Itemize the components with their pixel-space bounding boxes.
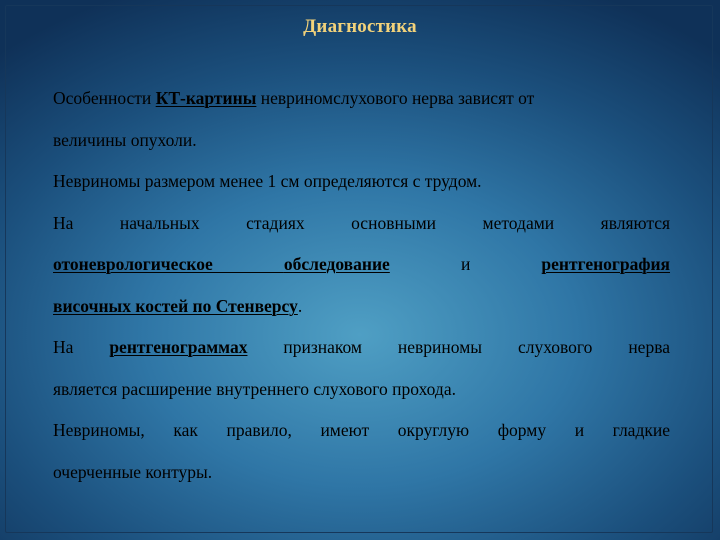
paragraph-3-line-1 [53, 203, 670, 245]
text-run: невриномслухового нерва зависят от [256, 88, 535, 108]
text-run: . [297, 295, 303, 316]
paragraph-1-line-1 [53, 78, 670, 120]
text-run: На [53, 337, 110, 357]
paragraph-3-line-2 [53, 244, 670, 286]
slide-body [53, 78, 670, 493]
term-temporal-bones-stenvers: височных костей по Стенверсу [53, 295, 298, 316]
term-otoneurological: отоневрологическое [53, 254, 284, 274]
word: начальных [119, 212, 200, 233]
paragraph-1-line-2: величины опухоли. [53, 129, 197, 150]
word: методами [482, 212, 555, 233]
word: основными [351, 212, 437, 233]
slide-title: Диагностика [303, 16, 417, 37]
paragraph-5-line-2: очерченные контуры. [53, 461, 213, 482]
text-run: признаком невриномы слухового нерва [247, 337, 670, 357]
text-run: Особенности [53, 88, 156, 108]
paragraph-4-line-2: является расширение внутреннего слухового прохода. [53, 378, 456, 399]
paragraph-4-line-1 [53, 327, 670, 369]
word: стадиях [246, 212, 305, 233]
word: На [53, 212, 74, 233]
term-examination: обследование [283, 254, 390, 274]
term-radiography: рентгенография [541, 254, 671, 274]
word: являются [600, 212, 671, 233]
term-ct-picture: КТ-картины [155, 88, 257, 108]
paragraph-2-line-1: Невриномы размером менее 1 см определяются с трудом. [53, 171, 482, 191]
paragraph-5-line-1: Невриномы, как правило, имеют округлую форму и гладкие [53, 420, 670, 440]
word: и [460, 254, 471, 274]
term-radiographs: рентгенограммах [109, 337, 248, 357]
paragraph-3-line-3 [53, 286, 670, 328]
